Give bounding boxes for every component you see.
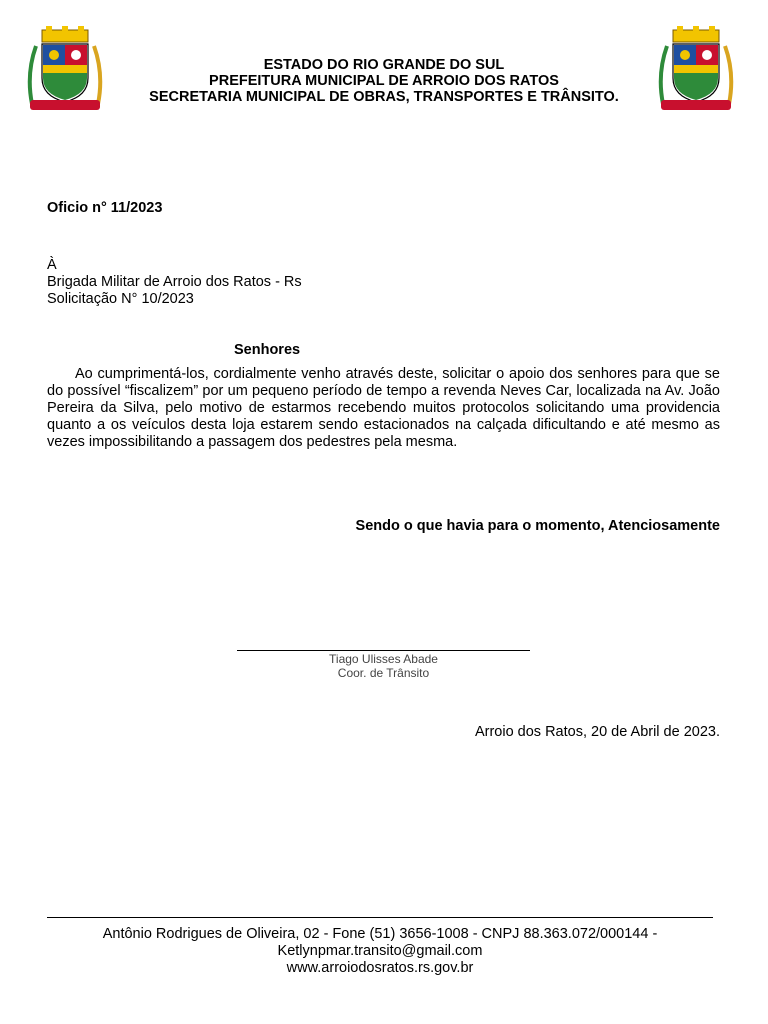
letterhead (100, 57, 668, 105)
footer-email: Ketlynpmar.transito@gmail.com (277, 943, 483, 959)
footer-divider (47, 917, 713, 918)
footer (47, 926, 713, 977)
request-number: Solicitação N° 10/2023 (47, 291, 194, 307)
document-reference: Oficio n° 11/2023 (47, 200, 163, 216)
letter-date: Arroio dos Ratos, 20 de Abril de 2023. (474, 724, 720, 740)
signatory-role: Coor. de Trânsito (337, 666, 430, 680)
letterhead-prefecture: PREFEITURA MUNICIPAL DE ARROIO DOS RATOS (209, 73, 559, 89)
signature-block (237, 652, 530, 680)
letter-body: Ao cumprimentá-los, cordialmente venho através deste, solicitar o apoio dos senhores para que se do possível “fiscalizem” por um pequeno período de tempo a revenda Neves Car, localizada na Av. João Pereira da Silva, pelo motivo de estarmos recebendo muitos protocolos solicitando uma providencia quanto a os veículos desta loja estarem sendo estacionados na calçada dificultando e até mesmo as vezes impossibilitando a passagem dos pedestres pela mesma. (47, 366, 720, 450)
letterhead-secretariat: SECRETARIA MUNICIPAL DE OBRAS, TRANSPORTES E TRÂNSITO. (149, 89, 619, 105)
recipient-name: Brigada Militar de Arroio dos Ratos - Rs (47, 274, 302, 290)
closing-line: Sendo o que havia para o momento, Atenciosamente (355, 518, 720, 534)
footer-website: www.arroiodosratos.rs.gov.br (286, 960, 474, 976)
signatory-name: Tiago Ulisses Abade (329, 652, 438, 666)
municipal-crest-left (24, 24, 106, 116)
signature-line (237, 650, 530, 651)
recipient-prefix: À (47, 257, 57, 273)
recipient-block (47, 257, 302, 308)
letterhead-state: ESTADO DO RIO GRANDE DO SUL (263, 57, 505, 73)
footer-address: Antônio Rodrigues de Oliveira, 02 - Fone (51) 3656-1008 - CNPJ 88.363.072/000144 - (102, 926, 658, 942)
greeting: Senhores (234, 342, 301, 358)
